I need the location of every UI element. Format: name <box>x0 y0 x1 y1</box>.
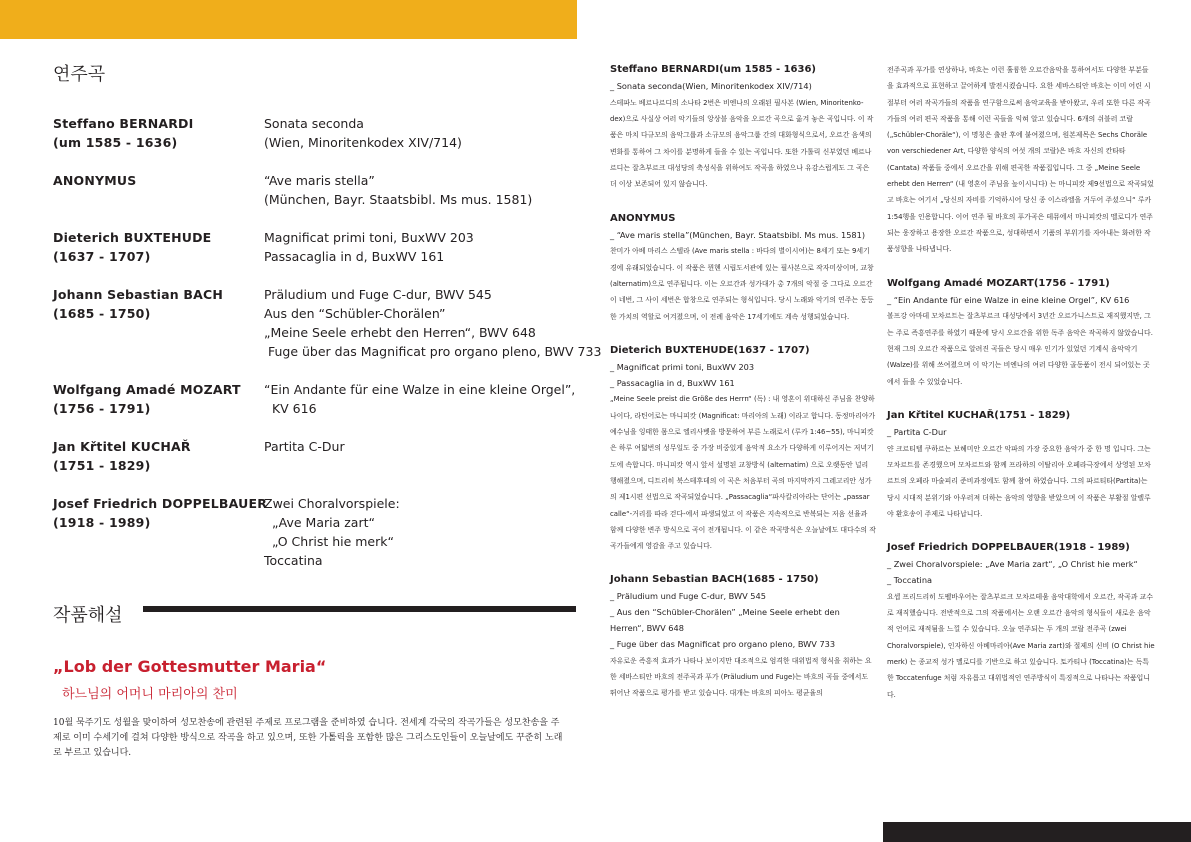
note-text: 얀 크르티텔 쿠하르는 보헤미안 오르간 악파의 가장 중요한 음악가 중 한 명 입니다. 그는 모차르트를 존경했으며 모차르트와 함께 프라하의 이탈리아 오페라극장에서 상영된 모차르트의 오페라 마술피리 준비과정에도 함께 참여 하였습니다. 그의 파르티타(Partita)는 당시 시대적 분위기와 아우러져 더하는 음악의 영향을 받았으며 이 작품은 부활절 알렐루야 환호송이 주제로 나타납니다. <box>887 444 1151 518</box>
work-line: Magnificat primi toni, BuxWV 203 <box>264 230 474 245</box>
program-works <box>264 171 584 209</box>
note-block <box>610 572 876 701</box>
work-line: Aus den “Schübler-Chorälen” <box>264 306 446 321</box>
concert-title: „Lob der Gottesmutter Maria“ <box>53 657 327 676</box>
composer-line: (um 1585 - 1636) <box>53 135 178 150</box>
work-line: „Meine Seele erhebt den Herren“, BWV 648 <box>264 325 536 340</box>
note-heading: Johann Sebastian BACH(1685 - 1750) <box>610 574 819 586</box>
program-composer <box>53 228 253 266</box>
composer-line: (1918 - 1989) <box>53 515 151 530</box>
work-line: „Ave Maria zart“ <box>264 515 375 530</box>
work-line: „O Christ hie merk“ <box>264 534 394 549</box>
program-section-title: 연주곡 <box>53 64 106 85</box>
note-work-line: _ Magnificat primi toni, BuxWV 203 <box>610 361 755 372</box>
note-heading: Wolfgang Amadé MOZART(1756 - 1791) <box>887 277 1110 289</box>
work-line: Partita C-Dur <box>264 439 345 454</box>
work-line: “Ein Andante für eine Walze in eine kleine Orgel”, <box>264 382 576 397</box>
notes-column-2 <box>887 62 1155 721</box>
work-line: Toccatina <box>264 553 323 568</box>
program-composer <box>53 437 253 475</box>
composer-line: Jan Křtitel KUCHAŘ <box>53 439 191 454</box>
composer-line: (1637 - 1707) <box>53 249 151 264</box>
note-work-line: _ Toccatina <box>887 574 933 585</box>
work-line: Präludium und Fuge C-dur, BWV 545 <box>264 287 492 302</box>
work-line: Passacaglia in d, BuxWV 161 <box>264 249 445 264</box>
section-divider <box>143 606 576 612</box>
note-work-line: _ Aus den “Schübler-Chorälen” „Meine Seele erhebt den Herren“, BWV 648 <box>610 607 840 634</box>
note-block <box>610 343 876 555</box>
note-work-line: _ “Ein Andante für eine Walze in eine kleine Orgel”, KV 616 <box>887 294 1130 305</box>
composer-line: (1685 - 1750) <box>53 306 151 321</box>
program-works <box>264 494 584 570</box>
work-line: (München, Bayr. Staatsbibl. Ms mus. 1581) <box>264 192 533 207</box>
composer-line: Wolfgang Amadé MOZART <box>53 382 241 397</box>
work-line: KV 616 <box>264 401 317 416</box>
notes-column-1 <box>610 62 876 720</box>
note-work-line: _ Sonata seconda(Wien, Minoritenkodex XIV/714) <box>610 81 812 91</box>
note-block <box>887 276 1155 390</box>
note-heading: Steffano BERNARDI(um 1585 - 1636) <box>610 64 817 75</box>
notes-section-title: 작품해설 <box>53 605 123 626</box>
note-work-line: _ Fuge über das Magnificat pro organo pleno, BWV 733 <box>610 638 836 649</box>
note-heading: Josef Friedrich DOPPELBAUER(1918 - 1989) <box>887 542 1130 554</box>
note-work-line: _ Partita C-Dur <box>887 426 947 437</box>
note-text: 찬미가 아베 마리스 스텔라 (Ave maris stella : 바다의 별이시여)는 8세기 또는 9세기 경에 유래되었습니다. 이 작품은 뮌헨 시립도서관에 있는 필사본으로 작자미상이며, 교창(alternatim)으로 연주됩니다. 이는 오르간과 성가대가 총 7개의 악절 중 그다로 오르간이 네번, 그 사이 세번은 합창으로 연주되는 형식입니다. 당시 노래와 악기의 연주는 동등한 가치의 역할로 여겨졌으며, 이 전례 음악은 17세기에도 계속 성행되었습니다. <box>610 247 874 321</box>
program-composer <box>53 171 253 190</box>
note-text: 자유로운 즉흥적 효과가 나타나 보이지만 대조적으로 엄격한 대위법적 형식을 취하는 요한 세바스티안 바흐의 전주곡과 푸가 (Präludium und Fuge)는 바흐의 곡들 중에서도 뛰어난 작품으로 평가를 받고 있습니다. 대개는 바흐의 피아노 평균율의 <box>610 656 872 698</box>
program-composer <box>53 285 253 323</box>
note-heading: Dieterich BUXTEHUDE(1637 - 1707) <box>610 344 810 356</box>
note-block <box>610 211 876 325</box>
note-heading: Jan Křtitel KUCHAŘ(1751 - 1829) <box>887 409 1071 421</box>
program-works <box>264 437 584 456</box>
program-works <box>264 285 602 361</box>
note-work-line: _ “Ave maris stella”(München, Bayr. Staatsbibl. Ms mus. 1581) <box>610 229 866 240</box>
program-works <box>264 228 584 266</box>
concert-subtitle: 하느님의 어머니 마리아의 찬미 <box>62 687 238 702</box>
note-text: 볼프강 아마데 모차르트는 잘츠부르크 대성당에서 3년간 오르가니스트로 재직했지만, 그는 주로 즉흥연주를 하였기 때문에 당시 오르간을 위한 독주 음악은 작곡하지 않았습니다. 현재 그의 오르간 작품으로 알려진 곡들은 당시 매우 인기가 있었던 기계식 음악악기 (Walze)를 위해 쓰여졌으며 이 악기는 비엔나의 여러 다양한 골동품이 전시 되어있는 곳에서 들을 수 있었습니다. <box>887 312 1153 386</box>
composer-line: Dieterich BUXTEHUDE <box>53 230 212 245</box>
note-block <box>887 408 1155 522</box>
work-line: (Wien, Minoritenkodex XIV/714) <box>264 135 462 150</box>
note-text: 스테파노 베르나르디의 소나타 2번은 비엔나의 오래된 필사본 (Wien, Minoritenko-dex)으로 사실상 여러 악기들의 앙상블 음악을 오르간 곡으로 옮겨 놓은 곡입니다. 이 작품은 마치 다규모의 음악그룹과 소규모의 음악그룹 간의 대화형식으로서, 오르간 음색의 변화를 통하여 그 차이를 분명하게 들을 수 있는 곡입니다. 또한 가톨릭 신부였던 베르나르디는 잘츠부르크 대성당의 축성식을 위하여도 작곡을 하였으나 유감스럽게도 그 곡은 더 이상 보존되어 있지 않습니다. <box>610 98 874 189</box>
note-block <box>610 62 876 193</box>
note-work-line: _ Präludium und Fuge C-dur, BWV 545 <box>610 591 766 602</box>
note-text: 전주곡과 푸가를 연상하나, 바흐는 이런 훌륭한 오르간음악을 통하여서도 다양한 부분들을 효과적으로 표현하고 끌어하게 발전시켰습니다. 요한 세바스티안 바흐는 이미 어린 시절부터 여러 작곡가들의 작품을 연구함으로써 음악교육을 받아왔고, 우리 또한 다른 작곡가들의 여러 편곡 작품을 통해 이런 곡들을 익혀 알고 있습니다. 6개의 쉬블러 코랄(„Schübler-Choräle“), 이 명칭은 출판 후에 붙여졌으며, 원본제목은 Sechs Choräle von verschiedener Art, 다양한 양식의 여섯 개의 코랄)은 바흐 자신의 칸타타(Cantata) 작품들 중에서 오르간을 위해 편곡한 작품집입니다. 그 중 „Meine Seele erhebt den Herren“ (내 영혼이 주님을 높이시니다) 는 마니피캇 제9선법으로 작곡되었고 바흐는 여기서 „당신의 자비를 기억하시어 당신 종 이스라엘을 거두어 주셨으니“ 루카1:54행을 인용합니다. 이어 연주 될 바흐의 푸가곡은 테뮤에서 마니피캇의 멜로디가 연주되는 웅장하고 용장한 오르간 작품으로, 성대하면서 기품의 부위기를 자아내는 화려한 작품성향을 나타냅니다. <box>887 66 1154 254</box>
program-works <box>264 114 584 152</box>
note-block <box>887 62 1155 258</box>
work-line: “Ave maris stella” <box>264 173 375 188</box>
note-text: 요셉 프리드리히 도펠바우어는 잘츠부르크 모차르테움 음악대학에서 오르간, 작곡과 교수로 재직했습니다. 전반적으로 그의 작품에서는 오랜 오르간 음악의 형식들이 새로운 음악적 언어로 재적됨을 느낄 수 있습니다. 오늘 연주되는 두 개의 코랄 전주곡 (zwei Choralvorspiele), 인자하신 아베마리아(Ave Maria zart)와 절제의 신비 (O Christ hie merk) 는 종교적 성가 멜로디를 기반으로 하고 있습니다. 토카티나 (Toccatina)는 독특한 Toccatenfuge 처럼 자유롭고 대위법적인 연주방식이 특징적으로 나타나는 작품입니다. <box>887 592 1155 699</box>
work-line: Fuge über das Magnificat pro organo pleno, BWV 733 <box>264 344 602 359</box>
program-composer <box>53 380 253 418</box>
work-line: Zwei Choralvorspiele: <box>264 496 400 511</box>
composer-line: (1751 - 1829) <box>53 458 151 473</box>
composer-line: Josef Friedrich DOPPELBAUER <box>53 496 268 511</box>
composer-line: Johann Sebastian BACH <box>53 287 224 302</box>
program-works <box>264 380 584 418</box>
work-line: Sonata seconda <box>264 116 364 131</box>
program-composer <box>53 114 253 152</box>
header-band-top <box>0 0 577 39</box>
note-block <box>887 540 1155 703</box>
note-work-line: _ Passacaglia in d, BuxWV 161 <box>610 377 735 388</box>
composer-line: Steffano BERNARDI <box>53 116 194 131</box>
program-composer <box>53 494 268 532</box>
note-work-line: _ Zwei Choralvorspiele: „Ave Maria zart“, „O Christ hie merk“ <box>887 559 1138 570</box>
footer-bar <box>883 822 1191 842</box>
note-text: „Meine Seele preist die Größe des Herrn“ (독) : 내 영혼이 위대하신 주님을 찬양하나이다, 라틴어로는 마니피캇 (Magnificat: 마리아의 노래) 이라고 합니다. 동정마리아가 예수님을 잉태한 몸으로 엘리사벳을 방문하여 부른 노래로서 (루카 1:46~55), 마니피캇은 하루 여덟번의 성무일도 중 가장 비중있게 음악적 요소가 다양하게 이루어지는 저녁기도에 속합니다. 마니피캇 역시 앞서 설명된 교창방식 (alternatim) 으로 오랫동안 널리 행해졌으며, 디트리히 북스테후데의 이 곡은 처음부터 곡의 마지막까지 그레고리안 성가의 제1시편 선법으로 작곡되었습니다. „Passacaglia“파사칼리아라는 단어는 „passar calle“-거리를 따라 걷다-에서 파생되었고 이 작품은 지속적으로 반복되는 저음 선율과 함께 다양한 변주 방식으로 곡이 전개됩니다. 이 같은 작곡방식은 오늘날에도 대다수의 작곡가들에게 영감을 주고 있습니다. <box>610 395 876 551</box>
composer-line: (1756 - 1791) <box>53 401 151 416</box>
note-heading: ANONYMUS <box>610 212 676 224</box>
composer-line: ANONYMUS <box>53 173 137 188</box>
intro-paragraph: 10월 묵주기도 성월을 맞이하여 성모찬송에 관련된 주제로 프로그램을 준비하였 습니다. 전세계 각국의 작곡가들은 성모찬송을 주제로 이미 수세기에 걸쳐 다양한 방식으로 작곡을 하고 있으며, 또한 가톨릭을 포함한 많은 그리스도인들이 오늘날에도 꾸준히 노래로 부르고 있습니다. <box>53 718 563 758</box>
